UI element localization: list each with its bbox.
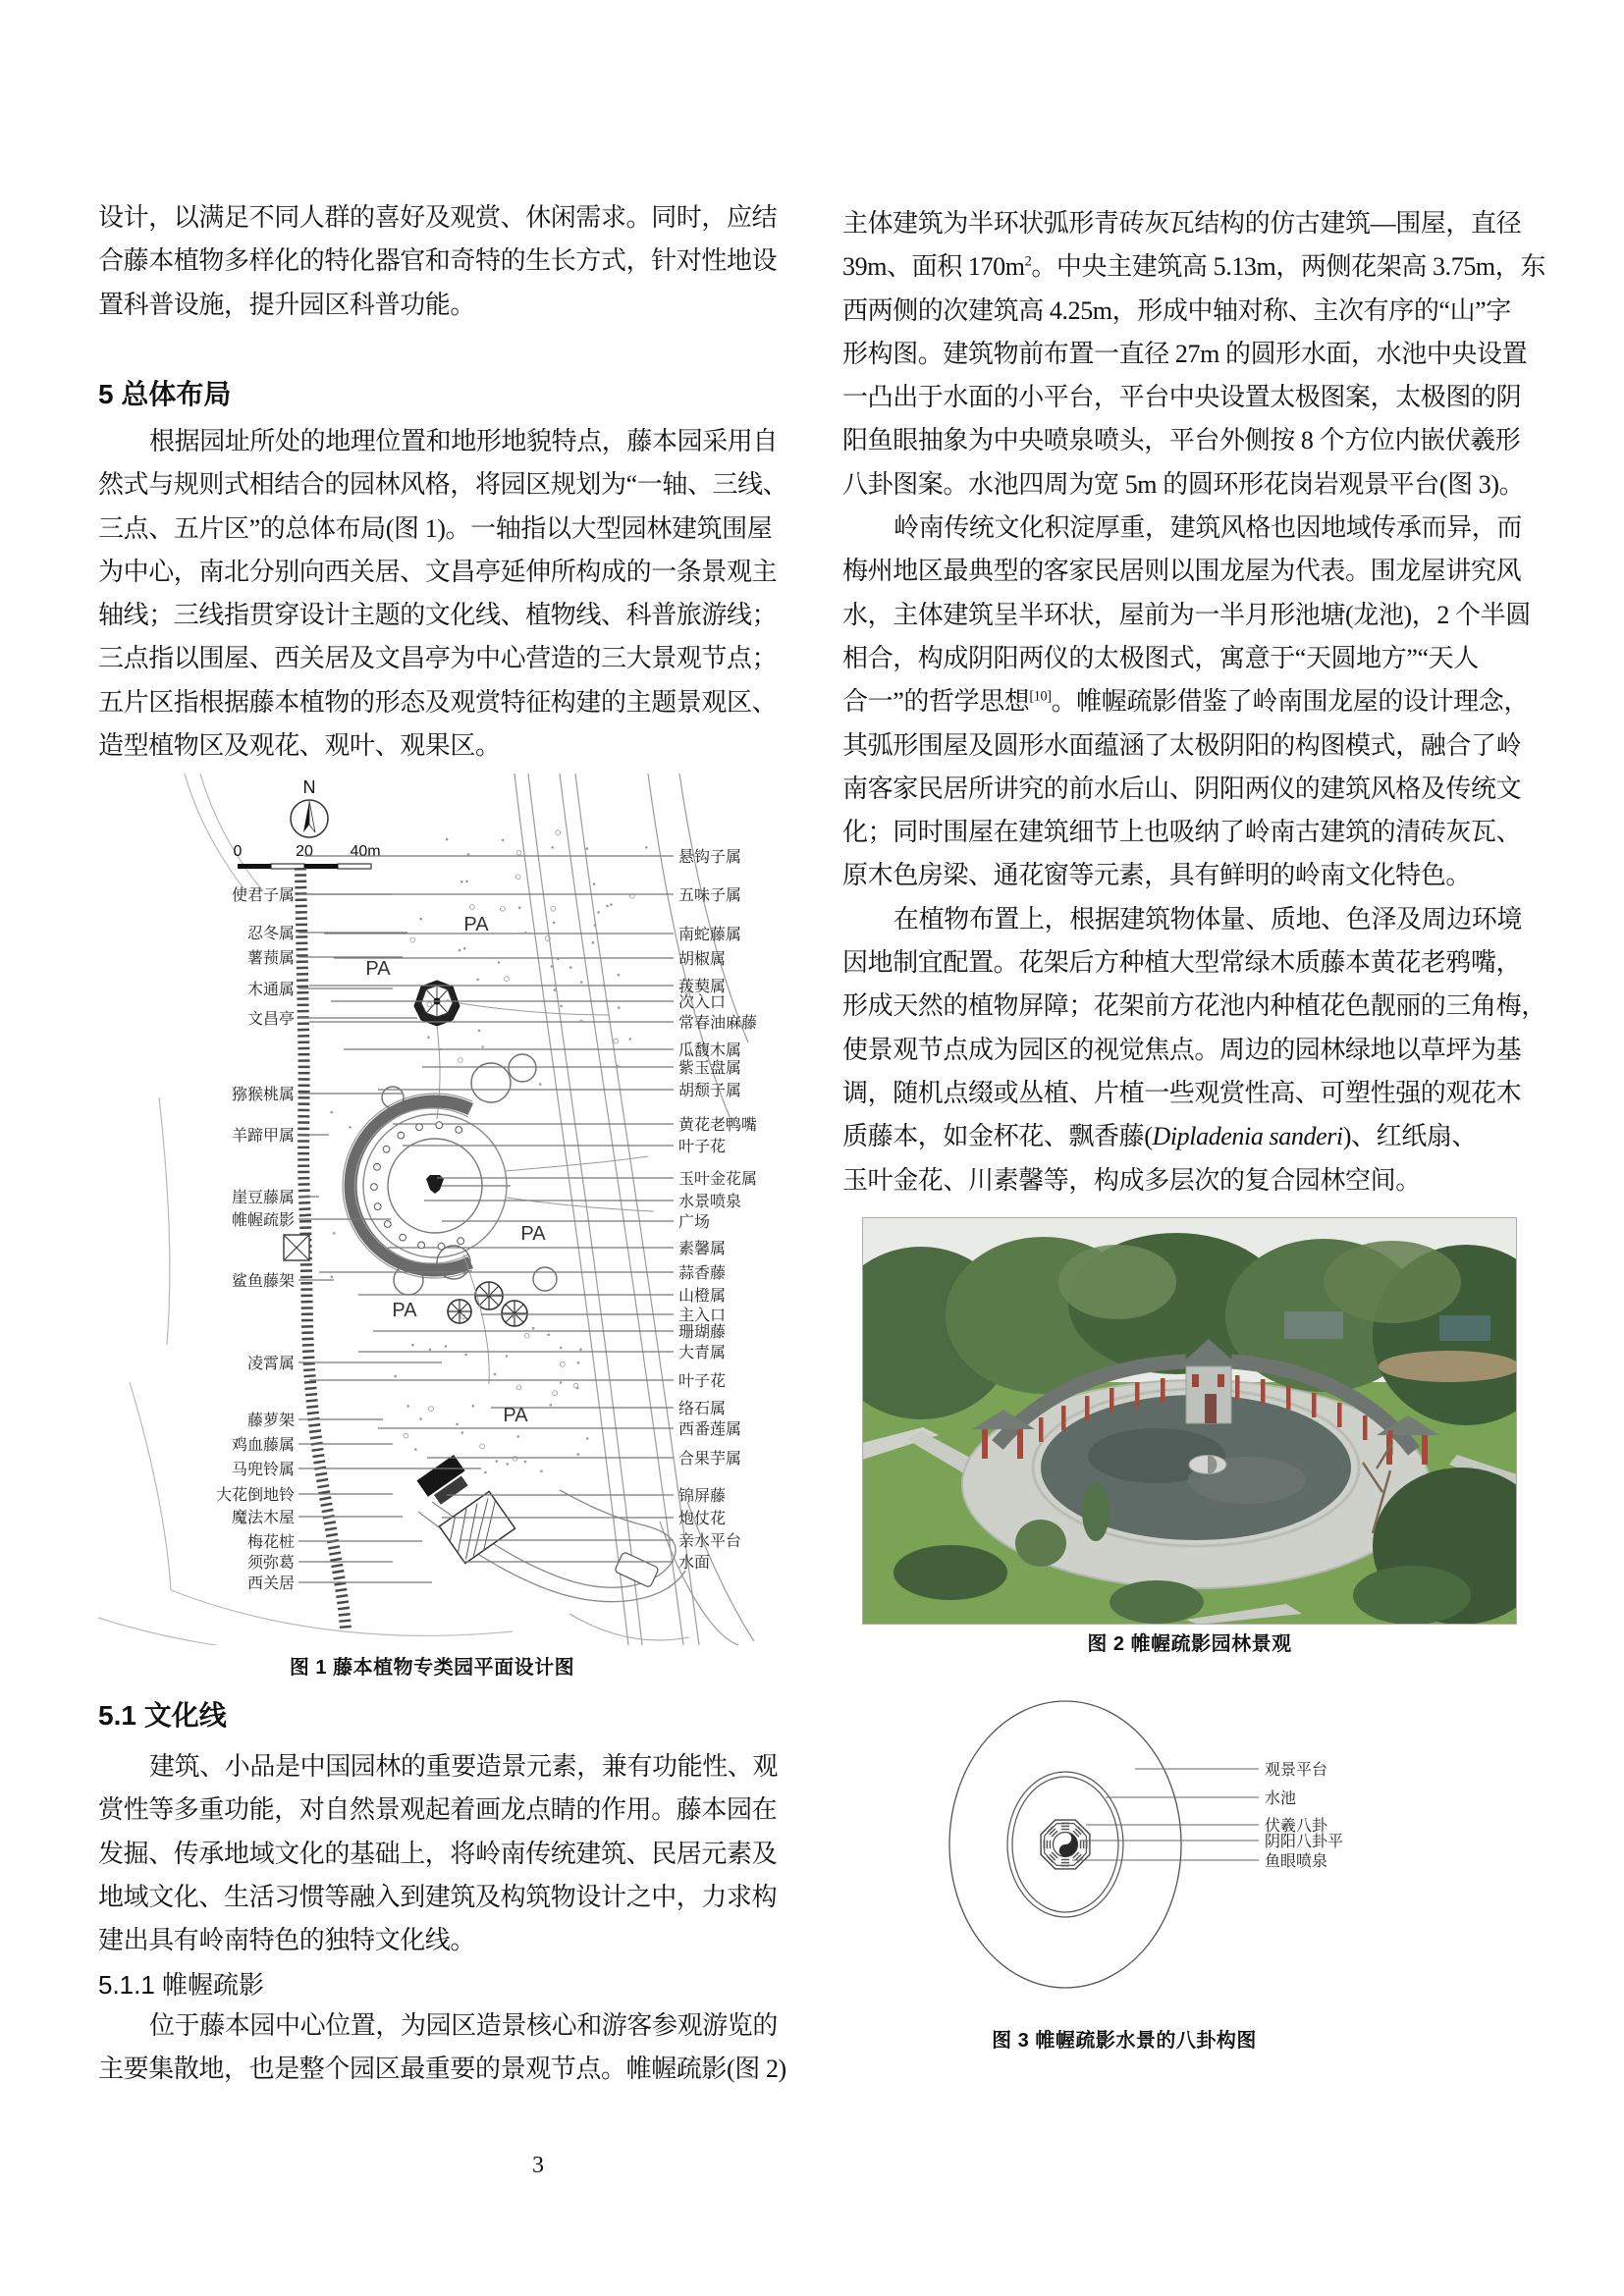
plan-label: 鲨鱼藤架 <box>231 1273 295 1290</box>
planting-dot <box>532 1327 535 1330</box>
text-line: 水，主体建筑呈半环状，屋前为一半月形池塘(龙池)，2 个半圆 <box>842 600 1531 629</box>
corridor-post <box>1017 1433 1022 1458</box>
planting-dot <box>404 1433 408 1438</box>
planting-dot <box>496 1460 499 1463</box>
corridor-post <box>1235 1375 1240 1400</box>
planting-dot <box>427 1036 430 1039</box>
planting-dot <box>540 1469 543 1472</box>
planting-dot <box>394 1375 397 1378</box>
plan-area-label: PA <box>463 914 489 935</box>
plan-label: 忍冬属 <box>246 926 295 942</box>
planting-dot <box>553 1391 558 1396</box>
column-symbol <box>374 1203 381 1210</box>
plan-label: 合果芋属 <box>678 1451 742 1468</box>
plan-label: 大青属 <box>678 1345 727 1362</box>
planting-dot <box>617 1065 620 1068</box>
planting-dot <box>577 1362 580 1364</box>
plan-label: 藤萝架 <box>246 1413 295 1429</box>
planting-dot <box>505 977 510 982</box>
planting-dot <box>501 906 506 911</box>
plan-paths <box>463 1156 654 1384</box>
text-line: 阳鱼眼抽象为中央喷泉喷头，平台外侧按 8 个方位内嵌伏羲形 <box>842 426 1521 455</box>
planting-dot <box>414 1448 417 1451</box>
planting-dot <box>618 974 621 977</box>
corridor-post <box>1135 1382 1140 1407</box>
planting-dot <box>429 1407 434 1412</box>
plan-label: 文昌亭 <box>246 1011 295 1028</box>
text-line: 使景观节点成为园区的视觉焦点。周边的园林绿地以草坪为基 <box>842 1035 1522 1064</box>
planting-dot <box>560 1347 563 1350</box>
plan-label: 蒜香藤 <box>678 1265 727 1282</box>
figure3-caption: 图 3 帷幄疏影水景的八卦构图 <box>992 2030 1257 2052</box>
diagram-label: 伏羲八卦 <box>1265 1818 1328 1835</box>
planting-dot <box>614 1039 619 1043</box>
planting-dot <box>440 1048 443 1051</box>
planting-dot <box>629 1038 632 1041</box>
text-line: 形成天然的植物屏障；花架前方花池内种植花色靓丽的三角梅， <box>842 991 1546 1021</box>
planting-dot <box>406 1405 409 1408</box>
planting-dot <box>333 1232 336 1235</box>
text-line: 南客家民居所讲究的前水后山、阴阳两仪的建筑风格及传统文 <box>842 774 1522 803</box>
text-line: 五片区指根据藤本植物的形态及观赏特征构建的主题景观区、 <box>98 687 778 717</box>
column-symbol <box>416 1124 423 1131</box>
column-symbol <box>398 1132 405 1139</box>
paragraph-right <box>842 202 1546 1202</box>
plan-label: 胡颓子属 <box>678 1083 742 1099</box>
diagram-label: 水池 <box>1265 1790 1297 1807</box>
weiwu-water-feature <box>343 1094 511 1278</box>
planting-dot <box>481 1045 484 1048</box>
figure1-caption: 图 1 藤本植物专类园平面设计图 <box>289 1657 575 1679</box>
planting-dot <box>464 1354 467 1357</box>
planting-dot <box>429 1349 432 1352</box>
column-symbol <box>458 1238 464 1245</box>
text-line: 主要集散地，也是整个园区最重要的景观节点。帷幄疏影(图 2) <box>98 2055 786 2084</box>
planting-dot <box>593 882 596 885</box>
plan-label: 猕猴桃属 <box>231 1087 295 1103</box>
planting-dot <box>494 1373 497 1376</box>
corridor-post <box>1286 1385 1291 1410</box>
plan-label: 主入口 <box>678 1308 727 1324</box>
planting-dot <box>524 932 527 934</box>
corridor-post <box>1261 1379 1266 1404</box>
plan-label: 须弥葛 <box>246 1555 295 1572</box>
planting-dot <box>331 1275 334 1278</box>
planting-dot <box>553 922 556 925</box>
page-number: 3 <box>532 2153 544 2178</box>
plan-label: 炮仗花 <box>678 1511 727 1527</box>
text-line: 合一”的哲学思想[10]。帷幄疏影借鉴了岭南围龙屋的设计理念， <box>842 687 1529 717</box>
text-line: 相合，构成阴阳两仪的太极图式，寓意于“天圆地方”“天人 <box>842 643 1479 672</box>
planting-dot <box>524 1461 527 1464</box>
text-line: 三点指以围屋、西关居及文昌亭为中心营造的三大景观节点； <box>98 644 778 673</box>
planting-dot <box>586 1437 589 1440</box>
plan-label: 叶子花 <box>678 1373 727 1390</box>
paragraph-section-5 <box>98 420 788 768</box>
planting-dot <box>513 1456 517 1461</box>
scale-tick-20: 20 <box>296 843 313 860</box>
plan-label: 西关居 <box>246 1575 295 1592</box>
plan-label: 珊瑚藤 <box>678 1324 727 1341</box>
text-line: 梅州地区最典型的客家民居则以围龙屋为代表。围龙屋讲究风 <box>842 557 1522 586</box>
text-line: 八卦图案。水池四周为宽 5m 的圆环形花岗岩观景平台(图 3)。 <box>842 469 1525 499</box>
corridor-post <box>1110 1388 1114 1413</box>
text-line: 形构图。建筑物前布置一直径 27m 的圆形水面，水池中央设置 <box>842 339 1528 368</box>
planting-dot <box>446 838 449 841</box>
text-line: 原木色房梁、通花窗等元素，具有鲜明的岭南文化特色。 <box>842 861 1472 890</box>
planting-dot <box>465 881 468 883</box>
plan-label: 紫玉盘属 <box>678 1060 742 1077</box>
planting-dot <box>560 1005 563 1008</box>
plan-label: 梅花桩 <box>246 1534 295 1551</box>
text-line: 调，随机点缀或丛植、片植一些观赏性高、可塑性强的观花木 <box>842 1078 1522 1107</box>
paragraph-intro <box>98 196 776 327</box>
plan-label: 凌霄属 <box>246 1356 295 1372</box>
paragraph-section-5-1 <box>98 1745 779 1962</box>
north-arrow <box>291 777 328 837</box>
plan-label: 水景喷泉 <box>678 1194 742 1210</box>
section-5-1-1-heading: 5.1.1 帷幄疏影 <box>98 1970 265 2000</box>
text-line: 质藤本，如金杯花、飘香藤(Dipladenia sanderi)、红纸扇、 <box>842 1122 1478 1151</box>
plan-area-label: PA <box>392 1300 417 1321</box>
planting-dot <box>467 853 470 856</box>
plan-label: 亲水平台 <box>678 1533 742 1550</box>
planting-dot <box>592 941 595 944</box>
plan-label: 羊蹄甲属 <box>231 1128 295 1145</box>
plan-label: 使君子属 <box>231 887 295 904</box>
planting-dot <box>551 965 554 968</box>
corridor-post <box>1085 1396 1090 1420</box>
scale-tick-0: 0 <box>233 843 243 860</box>
text-line: 发掘、传承地域文化的基础上，将岭南传统建筑、民居元素及 <box>98 1839 778 1868</box>
planting-dot <box>459 1058 463 1063</box>
planting-dot <box>576 1387 579 1390</box>
plan-label: 帷幄疏影 <box>231 1212 295 1229</box>
planting-dot <box>561 1362 566 1367</box>
planting-dot <box>539 1083 542 1086</box>
text-line: 玉叶金花、川素馨等，构成多层次的复合园林空间。 <box>842 1165 1421 1195</box>
planting-dot <box>460 881 463 883</box>
text-line: 造型植物区及观花、观叶、观果区。 <box>98 731 501 761</box>
column-symbol <box>438 1243 445 1250</box>
plan-label: 素馨属 <box>678 1241 727 1257</box>
plan-label: 山橙属 <box>678 1288 727 1305</box>
plan-label: 五味子属 <box>678 887 742 904</box>
figure3-bagua-diagram <box>913 1695 1542 2007</box>
corridor-post <box>1039 1417 1044 1442</box>
plan-label: 胡椒属 <box>678 951 727 968</box>
planting-dot <box>579 1348 582 1351</box>
plan-label: 络石属 <box>678 1401 727 1417</box>
plan-label: 常春油麻藤 <box>678 1015 758 1032</box>
text-line: 岭南传统文化积淀厚重，建筑风格也因地域传承而异，而 <box>893 513 1523 543</box>
corridor-post <box>1312 1393 1317 1417</box>
text-line: 地域文化、生活习惯等融入到建筑及构筑物设计之中，力求构 <box>98 1882 778 1911</box>
column-symbol <box>383 1146 390 1152</box>
corridor-post <box>1061 1406 1066 1430</box>
planting-dot <box>516 850 521 855</box>
planting-dot <box>580 1020 583 1023</box>
planting-dot <box>513 1315 515 1318</box>
text-line: 轴线；三线指贯穿设计主题的文化线、植物线、科普旅游线； <box>98 601 778 630</box>
text-line: 化；同时围屋在建筑细节上也吸纳了岭南古建筑的清砖灰瓦、 <box>842 818 1522 847</box>
diagram-label: 鱼眼喷泉 <box>1265 1853 1328 1870</box>
planting-dot <box>411 1344 414 1347</box>
planting-dot <box>445 1345 448 1348</box>
planting-dot <box>480 1444 485 1449</box>
planting-dot <box>331 1111 334 1114</box>
planting-dot <box>419 1417 422 1420</box>
plan-label: 菝葜属 <box>678 979 727 995</box>
planting-dot <box>606 905 609 908</box>
planting-dot <box>550 1404 553 1407</box>
figure2-photo <box>862 1217 1517 1625</box>
plan-area-label: PA <box>365 958 391 980</box>
text-line: 合藤本植物多样化的特化器官和奇特的生长方式，针对性地设 <box>98 246 778 276</box>
text-line: 为中心，南北分别向西关居、文昌亭延伸所构成的一条景观主 <box>98 557 778 586</box>
column-symbol <box>374 1163 381 1170</box>
text-line: 一凸出于水面的小平台，平台中央设置太极图案，太极图的阴 <box>842 383 1522 412</box>
north-label: N <box>302 777 316 797</box>
corridor-post <box>1337 1403 1342 1427</box>
planting-dot <box>463 947 466 950</box>
planting-dot <box>461 1431 464 1434</box>
planting-dot <box>472 1405 475 1408</box>
diagram-label: 阴阳八卦平 <box>1265 1834 1344 1850</box>
figure1-plan-drawing <box>98 774 766 1645</box>
planting-dot <box>556 830 561 835</box>
planting-dot <box>557 958 560 961</box>
planting-dot <box>594 924 597 927</box>
paragraph-section-5-1-1 <box>98 2004 786 2092</box>
waterside-platform <box>439 1491 514 1563</box>
column-symbol <box>436 1122 443 1129</box>
planting-dot <box>547 1334 550 1337</box>
text-line: 位于藤本园中心位置，为园区造景核心和游客参观游览的 <box>149 2011 779 2040</box>
column-symbol <box>384 1221 391 1228</box>
section-5-1-heading: 5.1 文化线 <box>98 1700 227 1731</box>
text-line: 赏性等多重功能，对自然景观起着画龙点睛的作用。藤本园在 <box>98 1795 778 1825</box>
plan-area-label: PA <box>503 1405 528 1426</box>
planting-dot <box>349 1126 352 1129</box>
column-symbol <box>371 1184 378 1191</box>
plan-label: 南蛇藤属 <box>678 927 742 943</box>
planting-dot <box>586 847 589 850</box>
planting-dot <box>419 918 422 921</box>
plan-label: 次入口 <box>678 994 727 1011</box>
planting-dot <box>506 1355 509 1358</box>
planting-dot <box>506 1463 509 1466</box>
trellis-node <box>284 1235 309 1260</box>
plan-label: 广场 <box>678 1214 711 1231</box>
text-line: 39m、面积 $170m^2$。中央主建筑高 5.13m，两侧花架高 3.75m，东 <box>842 252 1545 282</box>
scale-tick-40m: 40m <box>350 843 381 860</box>
planting-dot <box>502 839 505 842</box>
text-line: 建筑、小品是中国园林的重要造景元素，兼有功能性、观 <box>149 1752 779 1781</box>
figure2-caption: 图 2 帷幄疏影园林景观 <box>1087 1633 1292 1655</box>
corridor-post <box>1388 1430 1393 1455</box>
text-line: 因地制宜配置。花架后方种植大型常绿木质藤本黄花老鸦嘴， <box>842 948 1522 978</box>
section-5-heading: 5 总体布局 <box>98 379 232 409</box>
planting-dot <box>597 911 600 914</box>
planting-dot <box>476 979 479 982</box>
planting-dot <box>618 1006 621 1009</box>
text-line: 建出具有岭南特色的独特文化线。 <box>98 1926 476 1955</box>
plan-area-label: PA <box>520 1223 546 1245</box>
plan-label: 薯蓣属 <box>246 950 295 967</box>
vine-screens <box>416 1455 472 1508</box>
text-line: 然式与规则式相结合的园林风格，将园区规划为“一轴、三线、 <box>98 470 788 500</box>
planting-dot <box>515 875 520 880</box>
planting-dot <box>580 981 583 984</box>
plan-label: 水面 <box>678 1555 711 1572</box>
plan-label: 叶子花 <box>678 1139 727 1155</box>
planting-dot <box>560 1381 563 1384</box>
text-line: 三点、五片区”的总体布局(图 1)。一轴指以大型园林建筑围屋 <box>98 513 773 543</box>
column-symbol <box>400 1234 406 1241</box>
planting-dot <box>498 961 501 964</box>
planting-dot <box>610 903 613 906</box>
corridor-post <box>1161 1378 1165 1403</box>
planting-dot <box>551 906 556 911</box>
plan-label: 西番莲属 <box>678 1421 742 1438</box>
plan-label: 玉叶金花属 <box>678 1171 758 1188</box>
text-line: 置科普设施，提升园区科普功能。 <box>98 290 476 319</box>
column-symbol <box>456 1127 462 1134</box>
planting-dot <box>447 999 450 1002</box>
planting-dot <box>569 966 572 969</box>
diagram-label: 观景平台 <box>1265 1762 1328 1779</box>
planting-dot <box>524 1333 529 1338</box>
plan-label: 大花倒地铃 <box>215 1487 295 1504</box>
pinwheel-trees <box>448 1282 527 1326</box>
text-line: 设计，以满足不同人群的喜好及观赏、休闲需求。同时，应结 <box>98 203 778 232</box>
planting-dot <box>518 906 521 909</box>
planting-dot <box>478 1030 481 1033</box>
text-line: 西两侧的次建筑高 4.25m，形成中轴对称、主次有序的“山”字 <box>842 295 1511 325</box>
plan-label: 木通属 <box>246 982 295 998</box>
corridor-post <box>1363 1415 1368 1440</box>
plan-label: 黄花老鸭嘴 <box>678 1117 758 1134</box>
plan-label: 锦屏藤 <box>678 1488 727 1505</box>
planting-dot <box>459 949 461 952</box>
planting-dot <box>516 1435 519 1438</box>
planting-dot <box>484 1471 487 1474</box>
text-line: 在植物布置上，根据建筑物体量、质地、色泽及周边环境 <box>893 904 1523 934</box>
planting-dot <box>410 937 415 942</box>
plan-label: 魔法木屋 <box>231 1510 295 1526</box>
planting-dot <box>470 905 475 910</box>
planting-dot <box>645 846 648 849</box>
planting-dot <box>551 846 554 849</box>
plan-label: 瓜馥木属 <box>678 1042 742 1059</box>
plan-label: 悬钩子属 <box>678 849 742 866</box>
plan-label: 马兜铃属 <box>231 1462 295 1478</box>
text-line: 其弧形围屋及圆形水面蕴涵了太极阴阳的构图模式，融合了岭 <box>842 730 1522 760</box>
planting-dot <box>608 1021 611 1024</box>
planting-dot <box>554 988 557 991</box>
text-line: 根据园址所处的地理位置和地形地貌特点，藤本园采用自 <box>149 427 779 455</box>
plan-label: 崖豆藤属 <box>231 1190 295 1206</box>
planting-dot <box>576 1453 579 1456</box>
text-line: 主体建筑为半环状弧形青砖灰瓦结构的仿古建筑—围屋，直径 <box>842 209 1522 238</box>
lake-area <box>416 1455 689 1640</box>
planting-dot <box>456 1423 459 1426</box>
column-symbol <box>418 1242 425 1249</box>
planting-dot <box>516 1385 521 1390</box>
plan-label: 鸡血藤属 <box>231 1437 295 1454</box>
